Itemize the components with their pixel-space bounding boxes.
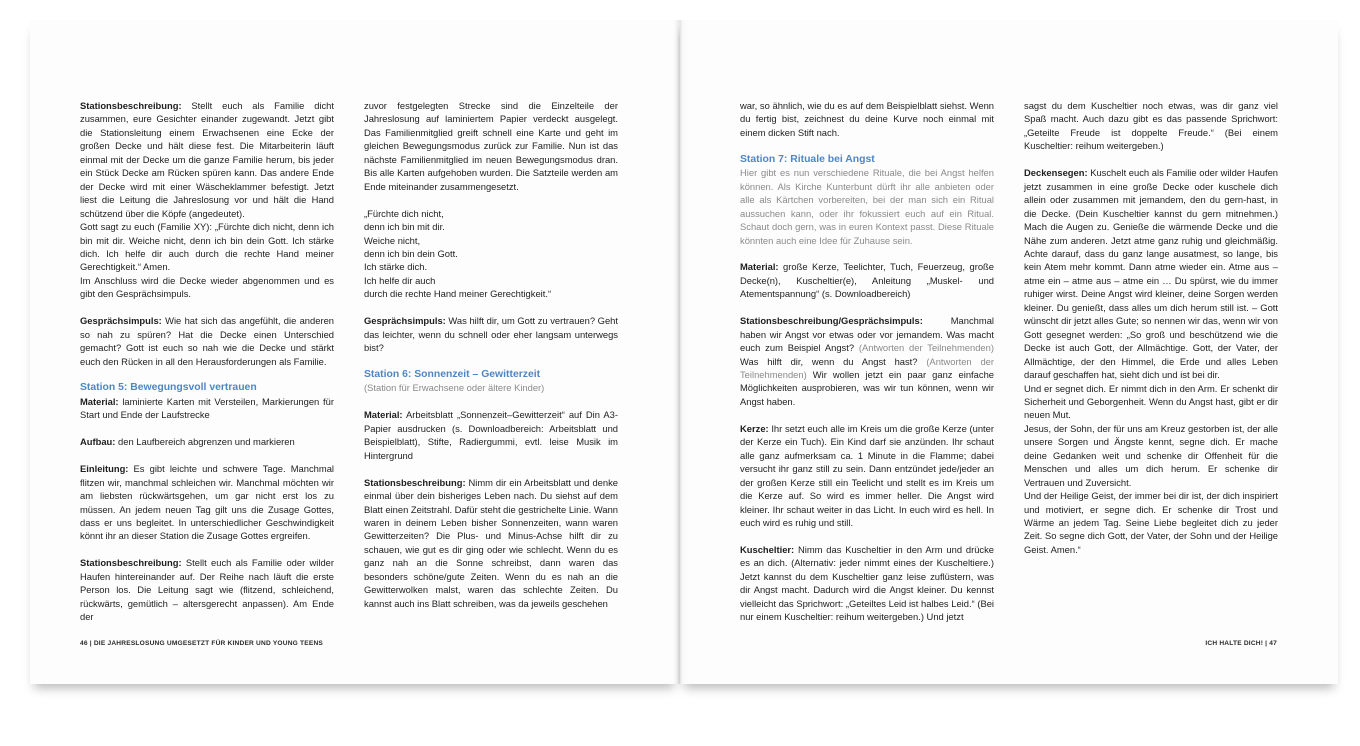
poem-line: Ich helfe dir auch bbox=[364, 274, 436, 286]
paragraph-text: laminierte Karten mit Versteilen, Markierungen für Start und Ende der Laufstrecke bbox=[80, 395, 334, 421]
poem-line: denn ich bin dein Gott. bbox=[364, 247, 458, 259]
poem bbox=[364, 207, 618, 301]
paragraph-label: Gesprächsimpuls: bbox=[80, 315, 162, 327]
paragraph bbox=[80, 381, 334, 421]
paragraph-text: den Laufbereich abgrenzen und markieren bbox=[115, 436, 295, 448]
book-gutter-shadow bbox=[674, 20, 688, 684]
paragraph bbox=[740, 99, 994, 139]
paragraph-note: (Antworten der Teilnehmenden) bbox=[740, 355, 994, 381]
paragraph-text: Ihr setzt euch alle im Kreis um die große Kerze (unter der Kerze ein Tuch). Ein Kind darf sie anzünden. Ihr schaut alle ganz aufmerksam ca. 1 Minute in die Flamme; dabei versucht ihr ganz still zu sein. Dann entzündet jede/jeder an der großen Kerze still ein Teelicht und stellt es im Kreis um die Kerze auf. So wird es immer heller. Die Angst wird kleiner. Ihr schaut weiter in das Licht. In euch wird es hell. In euch wird es ruhig und still. bbox=[740, 422, 994, 528]
paragraph-text: Was hilft dir, wenn du Angst hast? bbox=[740, 355, 927, 367]
paragraph bbox=[740, 543, 994, 624]
paragraph bbox=[80, 314, 334, 368]
paragraph-label: Deckensegen: bbox=[1024, 167, 1088, 179]
paragraph-label: Stationsbeschreibung: bbox=[80, 100, 182, 111]
paragraph-label: Aufbau: bbox=[80, 436, 116, 448]
paragraph bbox=[364, 476, 618, 611]
paragraph-text: Stellt euch als Familie oder wilder Haufen hintereinander auf. Der Reihe nach läuft die erste Person los. Die Leitung sagt wie (flitzend, schleichend, rückwärts, gemütlich – altersgerecht anpassen). Am Ende der bbox=[80, 557, 334, 623]
paragraph-text: Und der Heilige Geist, der immer bei dir ist, der dich inspiriert und motiviert, er segne dich. Er schenke dir Trost und Wärme an jedem Tag. Seine Liebe begleitet dich zu jeder Zeit. So segne dich Gott, der Vater, der Sohn und der Heilige Geist. Amen.“ bbox=[1024, 490, 1278, 555]
paragraph bbox=[364, 99, 618, 193]
paragraph-text: Was hilft dir, um Gott zu vertrauen? Geht das leichter, wenn du schnell oder eher langsam unterwegs bist? bbox=[364, 315, 618, 354]
paragraph bbox=[364, 408, 618, 462]
paragraph bbox=[80, 99, 334, 301]
paragraph-label: Kuscheltier: bbox=[740, 543, 795, 555]
poem-line: „Fürchte dich nicht, bbox=[364, 207, 444, 219]
page-footer-right: ICH HALTE DICH! | 47 bbox=[1205, 640, 1277, 647]
paragraph bbox=[740, 260, 994, 300]
section-heading: Station 6: Sonnenzeit – Gewitterzeit bbox=[364, 369, 541, 381]
section-intro: Hier gibt es nun verschiedene Rituale, die bei Angst helfen können. Als Kirche Kunterbunt dürft ihr alle anbieten oder alle als Kärtchen vorbereiten, bei der man sich ein Ritual aussuchen kann, oder ihr fokussiert euch auf ein Ritual. Schaut doch gern, was in euren Kontext passt. Diese Rituale könnten auch eine Idee für Zuhause sein. bbox=[740, 167, 994, 246]
paragraph-text: Gott sagt zu euch (Familie XY): „Fürchte dich nicht, denn ich bin mit dir. Weiche nicht, denn ich bin dein Gott. Ich stärke dich. Ich helfe dir auch durch die rechte Hand meiner Gerechtigkeit.“ Amen. bbox=[80, 221, 334, 273]
paragraph bbox=[80, 556, 334, 623]
paragraph bbox=[740, 153, 994, 247]
poem-line: denn ich bin mit dir. bbox=[364, 221, 445, 233]
paragraph-text: Manchmal haben wir Angst vor etwas oder vor jemandem. Was macht euch zum Beispiel Angst? bbox=[740, 315, 994, 354]
paragraph-label: Stationsbeschreibung/Gesprächsimpuls: bbox=[740, 315, 923, 327]
paragraph-text: Und er segnet dich. Er nimmt dich in den Arm. Er schenkt dir Sicherheit und Geborgenheit. Wenn du Angst hast, gibt er dir neuen Mut. bbox=[1024, 382, 1278, 421]
paragraph-text: Es gibt leichte und schwere Tage. Manchmal flitzen wir, manchmal schleichen wir. Manchmal möchten wir am liebsten rückwärtsgehen, um gar nicht erst los zu müssen. An jedem neuen Tag gilt uns die Zusage Gottes, dass er uns begleitet. In unterschiedlicher Geschwindigkeit könnt ihr an dieser Station die Zusage Gottes ergreifen. bbox=[80, 463, 334, 542]
paragraph-text: war, so ähnlich, wie du es auf dem Beispielblatt siehst. Wenn du fertig bist, zeichnest du deine Kurve noch einmal mit einem dicken Stift nach. bbox=[740, 100, 994, 138]
page-footer-left: 46 | DIE JAHRESLOSUNG UMGESETZT FÜR KINDER UND YOUNG TEENS bbox=[80, 640, 324, 647]
paragraph bbox=[1024, 166, 1278, 556]
section-subheading: (Station für Erwachsene oder ältere Kinder) bbox=[364, 382, 545, 394]
paragraph-note: (Antworten der Teilnehmenden) bbox=[858, 342, 994, 354]
paragraph-text: große Kerze, Teelichter, Tuch, Feuerzeug, große Decke(n), Kuscheltier(e), Anleitung „Muskel- und Atementspannung“ (s. Downloadbereich) bbox=[740, 261, 994, 300]
section-heading: Station 5: Bewegungsvoll vertrauen bbox=[80, 382, 257, 394]
paragraph-label: Material: bbox=[740, 261, 779, 273]
paragraph-text: Wie hat sich das angefühlt, die anderen so nah zu spüren? Hat die Decke einen Unterschied gemacht? Gott ist euch so nah wie die Decke und stärkt euch den Rücken in all den Herausforderungen als Familie. bbox=[80, 315, 334, 367]
paragraph bbox=[80, 462, 334, 543]
paragraph-text: Nimm dir ein Arbeitsblatt und denke einmal über dein bisheriges Leben nach. Du siehst auf dem Blatt einen Zeitstrahl. Dafür steht die gestrichelte Linie. Wann waren in deinem Leben bisher Sonnenzeiten, wann waren Gewitterzeiten? Die Plus- und Minus-Achse hilft dir zu schauen, wie gut es dir ging oder wie schlecht. Wenn du es ganz nah an die Sonne schreibst, dann waren das besonders schöne/gute Zeiten. Wenn du es nah an die Gewitterwolken malst, waren das schlechte Zeiten. Du kannst auch ins Blatt schreiben, was da jeweils geschehen bbox=[364, 476, 618, 609]
paragraph bbox=[364, 314, 618, 354]
poem-line: Weiche nicht, bbox=[364, 234, 421, 246]
poem-line: Ich stärke dich. bbox=[364, 261, 428, 273]
paragraph-text: Nimm das Kuscheltier in den Arm und drücke es an dich. (Alternativ: jeder nimmt eines der Kuscheltiere.) Jetzt kannst du dem Kuscheltier ganz leise zuflüstern, was dir Angst macht. Dadurch wird die Angst kleiner. Du kennst vielleicht das Sprichwort: „Geteiltes Leid ist halbes Leid.“ (Bei nur einem Kuscheltier: reihum weitergeben.) Und jetzt bbox=[740, 543, 994, 623]
paragraph bbox=[80, 435, 334, 448]
paragraph-text: Im Anschluss wird die Decke wieder abgenommen und es gibt den Gesprächsimpuls. bbox=[80, 274, 334, 300]
left-page-column-1 bbox=[80, 99, 334, 624]
paragraph bbox=[1024, 99, 1278, 153]
paragraph bbox=[364, 368, 618, 395]
section-heading: Station 7: Rituale bei Angst bbox=[740, 153, 875, 165]
paragraph-text: Arbeitsblatt „Sonnenzeit–Gewitterzeit“ auf Din A3-Papier ausdrucken (s. Downloadbereich: Arbeitsblatt und Beispielblatt), Stifte, Radiergummi, evtl. leise Musik im Hintergrund bbox=[364, 409, 618, 461]
right-page-column-2 bbox=[1024, 99, 1278, 556]
paragraph-label: Stationsbeschreibung: bbox=[364, 476, 466, 488]
right-page-column-1 bbox=[740, 99, 994, 624]
paragraph-text: zuvor festgelegten Strecke sind die Einzelteile der Jahreslosung auf laminiertem Papier verdeckt ausgelegt. Das Familienmitglied greift schnell eine Karte und geht im gleichen Bewegungsmodus zurück zur Familie. Nun ist das nächste Familienmitglied im neuen Bewegungsmodus dran. Bis alle Karten aufgehoben wurden. Die Satzteile werden am Ende miteinander zusammengesetzt. bbox=[364, 100, 618, 192]
paragraph-text: Wir wollen jetzt ein paar ganz einfache Möglichkeiten ausprobieren, was wir tun können, wenn wir Angst haben. bbox=[740, 369, 994, 407]
paragraph-label: Material: bbox=[364, 409, 403, 421]
paragraph-label: Kerze: bbox=[740, 422, 769, 434]
paragraph-label: Gesprächsimpuls: bbox=[364, 315, 446, 327]
left-page-column-2 bbox=[364, 99, 618, 610]
paragraph-label: Stationsbeschreibung: bbox=[80, 557, 182, 569]
paragraph-text: sagst du dem Kuscheltier noch etwas, was dir ganz viel Spaß macht. Auch dazu gibt es das passende Sprichwort: „Geteilte Freude ist doppelte Freude.“ (Bei einem Kuscheltier: reihum weitergeben.) bbox=[1024, 100, 1278, 152]
paragraph bbox=[740, 422, 994, 530]
paragraph-text: Kuschelt euch als Familie oder wilder Haufen jetzt zusammen in eine große Decke oder kuschele dich allein oder zusammen mit jemandem, den du gern-hast, in die Decke. (Dein Kuscheltier kannst du gern mitnehmen.) Mach die Augen zu. Genieße die wärmende Decke und die Nähe zum anderen. Jetzt atme ganz ruhig und gleichmäßig. Achte darauf, dass du ganz lange ausatmest, so lange, bis kein Atem mehr kommt. Dann atme wieder ein. Atme aus – atme ein – atme aus – atme ein … Du spürst, wie du immer ruhiger wirst. Deine Angst wird kleiner, deine Sorgen werden kleiner. Du genießt, dass alles um dich herum still ist. – Gott wünscht dir jetzt alles Gute; so nennen wir das, wenn wir von Gott gesegnet werden: „So groß und beschützend wie die Decke ist auch Gott, der Allmächtige. Gott, der Vater, der Allmächtige, der den Himmel, die Erde und alles Leben darauf geschaffen hat, sieht dich und ist bei dir. bbox=[1024, 167, 1278, 381]
poem-line: durch die rechte Hand meiner Gerechtigkeit.“ bbox=[364, 288, 552, 300]
paragraph-label: Einleitung: bbox=[80, 463, 129, 475]
paragraph-text: Stellt euch als Familie dicht zusammen, eure Gesichter einander zugewandt. Jetzt gibt die Stationsleitung einem Erwachsenen eine Ecke der großen Decke und hält diese fest. Die Mitarbeiterin läuft einmal mit der Decke um die ganze Familie herum, bis jeder ein Stück Decke am Rücken spüren kann. Das andere Ende der Decke wird mit einer Wäscheklammer befestigt. Jetzt liest die Leitung die Jahreslosung vor und hält die Hand schützend über die Köpfe (angedeutet). bbox=[80, 100, 334, 219]
paragraph-label: Material: bbox=[80, 395, 119, 407]
paragraph-text: Jesus, der Sohn, der für uns am Kreuz gestorben ist, der alle unsere Sorgen und Ängste kennt, segne dich. Er mache deine Gedanken weit und schenke dir Offenheit für die Menschen und alles um dich herum. Er schenke dir Vertrauen und Zuversicht. bbox=[1024, 422, 1278, 488]
paragraph bbox=[740, 314, 994, 408]
